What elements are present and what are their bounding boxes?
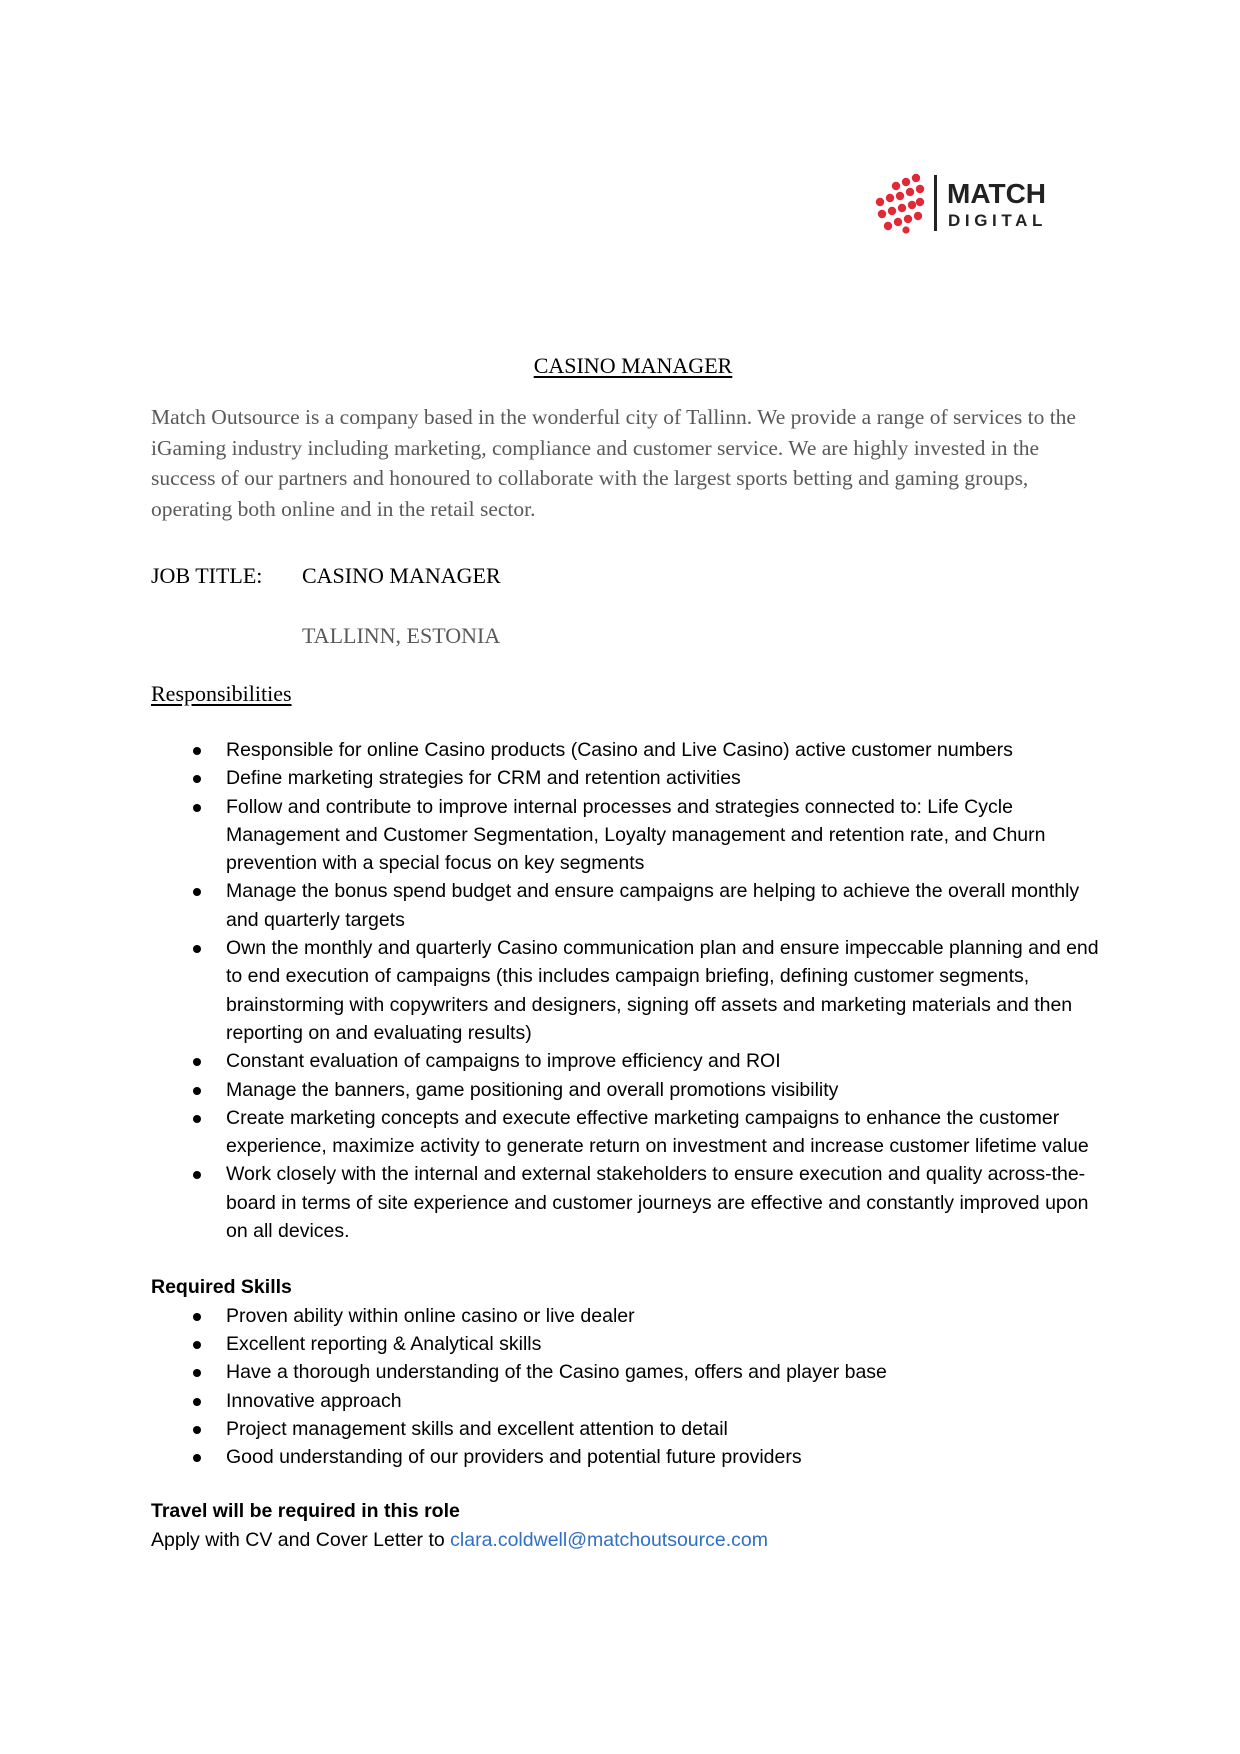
responsibility-item-text: Constant evaluation of campaigns to improve efficiency and ROI bbox=[226, 1050, 781, 1073]
responsibility-item bbox=[151, 736, 1101, 764]
company-intro: Match Outsource is a company based in the wonderful city of Tallinn. We provide a range of services to the iGaming industry including marketing, compliance and customer service. We are highly invested in the success of our partners and honoured to collaborate with the largest sports betting and gaming groups, operating both online and in the retail sector. bbox=[151, 405, 1076, 521]
bullet-icon bbox=[193, 945, 201, 953]
responsibility-item-text: Manage the bonus spend budget and ensure campaigns are helping to achieve the overall monthly and quarterly targets bbox=[226, 880, 1080, 931]
bullet-icon bbox=[193, 1171, 201, 1179]
bullet-icon bbox=[193, 1115, 201, 1123]
bullet-icon bbox=[193, 1398, 201, 1406]
skill-item bbox=[151, 1302, 1101, 1330]
skill-item bbox=[151, 1330, 1101, 1358]
logo-word-match: MATCH bbox=[947, 178, 1047, 209]
required-skills-list bbox=[151, 1302, 1101, 1472]
responsibility-item-text: Responsible for online Casino products (Casino and Live Casino) active customer numbers bbox=[226, 739, 1013, 761]
apply-text: Apply with CV and Cover Letter to bbox=[151, 1528, 451, 1551]
responsibility-item-text: Work closely with the internal and external stakeholders to ensure execution and quality across-the-board in terms of site experience and customer journeys are effective and constantly improved upon on all devices. bbox=[226, 1163, 1089, 1243]
travel-note: Travel will be required in this role bbox=[151, 1500, 460, 1523]
responsibilities-list bbox=[151, 736, 1101, 1245]
logo-divider bbox=[934, 175, 937, 231]
responsibility-item bbox=[151, 1076, 1101, 1104]
responsibility-item bbox=[151, 934, 1101, 1047]
responsibility-item-text: Follow and contribute to improve internal processes and strategies connected to: Life Cycle Management and Customer Segmentation, Loyalty management and retention rate, and Churn prevention with a special focus on key segments bbox=[226, 795, 1046, 875]
skill-item-text: Proven ability within online casino or live dealer bbox=[226, 1304, 635, 1327]
responsibility-item-text: Own the monthly and quarterly Casino communication plan and ensure impeccable planning and end to end execution of campaigns (this includes campaign briefing, defining customer segments, brainstorming with copywriters and designers, signing off assets and marketing materials and then reporting on and evaluating results) bbox=[226, 937, 1099, 1044]
logo-word-digital: DIGITAL bbox=[948, 211, 1047, 230]
bullet-icon bbox=[193, 747, 201, 755]
required-skills-heading: Required Skills bbox=[151, 1276, 292, 1299]
bullet-icon bbox=[193, 1087, 201, 1095]
bullet-icon bbox=[193, 1058, 201, 1066]
dot-cluster-icon bbox=[876, 174, 924, 234]
skill-item bbox=[151, 1387, 1101, 1415]
skill-item-text: Innovative approach bbox=[226, 1389, 402, 1412]
skill-item-text: Good understanding of our providers and potential future providers bbox=[226, 1446, 802, 1469]
bullet-icon bbox=[193, 804, 201, 812]
company-logo bbox=[870, 172, 1070, 234]
bullet-icon bbox=[193, 1341, 201, 1349]
responsibility-item bbox=[151, 793, 1101, 878]
skill-item bbox=[151, 1443, 1101, 1471]
job-title-row bbox=[151, 560, 1101, 592]
responsibility-item bbox=[151, 1047, 1101, 1075]
job-title-label: JOB TITLE: bbox=[151, 563, 263, 588]
skill-item-text: Project management skills and excellent attention to detail bbox=[226, 1417, 728, 1440]
responsibility-item bbox=[151, 764, 1101, 792]
skill-item-text: Excellent reporting & Analytical skills bbox=[226, 1332, 542, 1355]
document-body bbox=[151, 350, 1101, 1554]
bullet-icon bbox=[193, 1313, 201, 1321]
responsibility-item-text: Manage the banners, game positioning and overall promotions visibility bbox=[226, 1078, 839, 1101]
bullet-icon bbox=[193, 1369, 201, 1377]
bullet-icon bbox=[193, 888, 201, 896]
bullet-icon bbox=[193, 1454, 201, 1462]
apply-email-link[interactable]: clara.coldwell@matchoutsource.com bbox=[450, 1528, 768, 1551]
responsibility-item-text: Define marketing strategies for CRM and retention activities bbox=[226, 767, 741, 790]
responsibility-item-text: Create marketing concepts and execute effective marketing campaigns to enhance the customer experience, maximize activity to generate return on investment and increase customer lifetime value bbox=[226, 1106, 1089, 1158]
responsibility-item bbox=[151, 877, 1101, 934]
bullet-icon bbox=[193, 1426, 201, 1434]
job-title-value: CASINO MANAGER bbox=[302, 563, 501, 588]
responsibility-item bbox=[151, 1104, 1101, 1161]
skill-item bbox=[151, 1358, 1101, 1386]
job-location: TALLINN, ESTONIA bbox=[302, 623, 501, 648]
apply-line bbox=[151, 1526, 1101, 1554]
skill-item bbox=[151, 1415, 1101, 1443]
skill-item-text: Have a thorough understanding of the Casino games, offers and player base bbox=[226, 1361, 887, 1384]
responsibility-item bbox=[151, 1160, 1101, 1245]
responsibilities-heading: Responsibilities bbox=[151, 681, 292, 706]
document-title: CASINO MANAGER bbox=[533, 353, 733, 378]
match-digital-logo bbox=[870, 172, 1070, 234]
bullet-icon bbox=[193, 775, 201, 783]
